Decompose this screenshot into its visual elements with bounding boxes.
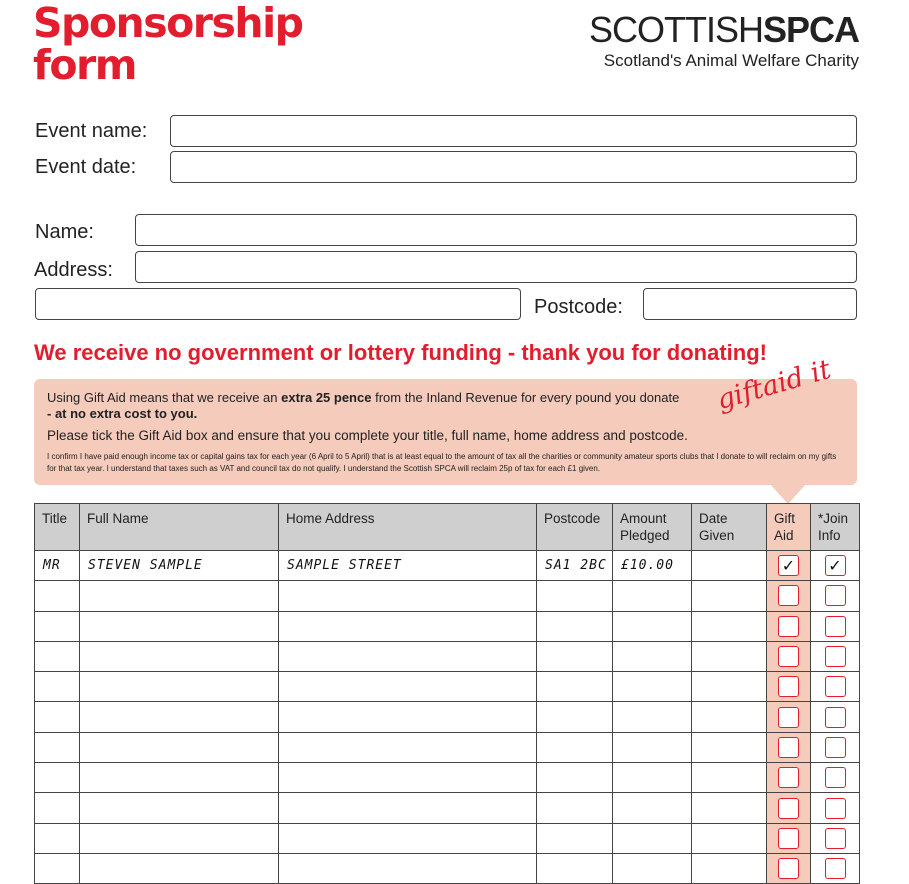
gift-aid-intro-text: Using Gift Aid means that we receive an xyxy=(47,390,282,405)
cell-postcode[interactable] xyxy=(537,793,613,823)
cell-join-info xyxy=(811,611,860,641)
cell-amount[interactable] xyxy=(613,823,692,853)
cell-postcode[interactable] xyxy=(537,763,613,793)
cell-home-address[interactable] xyxy=(279,823,537,853)
title-line-1: Sponsorship xyxy=(33,0,303,47)
cell-full-name[interactable] xyxy=(80,611,279,641)
title-line-2: form xyxy=(33,41,136,89)
cell-gift-aid xyxy=(767,641,811,671)
address-label: Address: xyxy=(34,259,113,281)
cell-title[interactable] xyxy=(35,641,80,671)
cell-home-address[interactable]: SAMPLE STREET xyxy=(279,551,537,581)
event-name-label: Event name: xyxy=(35,120,148,142)
gift-aid-no-cost: - at no extra cost to you. xyxy=(47,406,198,421)
address-field[interactable] xyxy=(135,251,857,283)
cell-postcode[interactable] xyxy=(537,611,613,641)
cell-title[interactable] xyxy=(35,823,80,853)
cell-date[interactable] xyxy=(692,823,767,853)
cell-title[interactable] xyxy=(35,581,80,611)
cell-join-info xyxy=(811,641,860,671)
join-info-checkbox[interactable]: ✓ xyxy=(825,555,846,576)
gift-aid-declaration: I confirm I have paid enough income tax or capital gains tax for each year (6 April to 5 April) that is at least equal to the amount of tax all the charities or community amateur sports clubs that I donate to will reclaim on my gifts for that tax year. I understand that taxes such as VAT and council tax do not qualify. I understand the Scottish SPCA will reclaim 25p of tax for each £1 given. xyxy=(47,452,837,473)
cell-date[interactable] xyxy=(692,732,767,762)
form-title xyxy=(33,0,303,89)
cell-join-info xyxy=(811,763,860,793)
cell-amount[interactable] xyxy=(613,611,692,641)
cell-title[interactable]: MR xyxy=(35,551,80,581)
gift-aid-intro-text-2: from the Inland Revenue for every pound you donate xyxy=(371,390,680,405)
cell-gift-aid xyxy=(767,581,811,611)
cell-home-address[interactable] xyxy=(279,581,537,611)
cell-join-info xyxy=(811,853,860,883)
name-field[interactable] xyxy=(135,214,857,246)
cell-join-info xyxy=(811,793,860,823)
cell-date[interactable] xyxy=(692,551,767,581)
gift-aid-checkbox[interactable] xyxy=(778,707,799,728)
cell-join-info xyxy=(811,702,860,732)
cell-title[interactable] xyxy=(35,672,80,702)
table-row xyxy=(35,823,860,853)
cell-amount[interactable] xyxy=(613,732,692,762)
cell-date[interactable] xyxy=(692,672,767,702)
sponsorship-table xyxy=(34,503,860,884)
header-title: Title xyxy=(35,504,80,551)
cell-title[interactable] xyxy=(35,702,80,732)
cell-postcode[interactable] xyxy=(537,732,613,762)
funding-message: We receive no government or lottery funding - thank you for donating! xyxy=(34,340,767,365)
join-info-checkbox[interactable] xyxy=(825,767,846,788)
cell-full-name[interactable] xyxy=(80,641,279,671)
cell-date[interactable] xyxy=(692,611,767,641)
table-row xyxy=(35,581,860,611)
header-gift-aid: Gift Aid xyxy=(767,504,811,551)
cell-gift-aid xyxy=(767,672,811,702)
gift-aid-checkbox[interactable] xyxy=(778,737,799,758)
cell-full-name[interactable] xyxy=(80,672,279,702)
cell-full-name[interactable] xyxy=(80,823,279,853)
cell-home-address[interactable] xyxy=(279,641,537,671)
cell-join-info xyxy=(811,823,860,853)
cell-full-name[interactable] xyxy=(80,763,279,793)
cell-postcode[interactable] xyxy=(537,853,613,883)
join-info-checkbox[interactable] xyxy=(825,646,846,667)
event-date-field[interactable] xyxy=(170,151,857,183)
cell-gift-aid xyxy=(767,611,811,641)
cell-full-name[interactable]: STEVEN SAMPLE xyxy=(80,551,279,581)
header-join-info: *Join Info xyxy=(811,504,860,551)
logo-spca: SPCA xyxy=(762,9,859,50)
name-label: Name: xyxy=(35,221,94,243)
gift-aid-checkbox[interactable] xyxy=(778,676,799,697)
cell-title[interactable] xyxy=(35,853,80,883)
table-row xyxy=(35,611,860,641)
giftaid-logo: giftaid it xyxy=(713,353,835,416)
cell-join-info xyxy=(811,732,860,762)
postcode-label: Postcode: xyxy=(534,296,623,318)
cell-home-address[interactable] xyxy=(279,853,537,883)
event-date-label: Event date: xyxy=(35,156,137,178)
logo-tagline: Scotland's Animal Welfare Charity xyxy=(603,51,859,70)
logo-scottish: SCOTTISH xyxy=(588,9,763,50)
cell-gift-aid xyxy=(767,763,811,793)
cell-amount[interactable] xyxy=(613,672,692,702)
gift-aid-checkbox[interactable] xyxy=(778,767,799,788)
cell-date[interactable] xyxy=(692,641,767,671)
table-row xyxy=(35,763,860,793)
cell-join-info xyxy=(811,581,860,611)
table-header-row xyxy=(35,504,860,551)
cell-amount[interactable] xyxy=(613,702,692,732)
join-info-checkbox[interactable] xyxy=(825,828,846,849)
cell-date[interactable] xyxy=(692,702,767,732)
cell-amount[interactable] xyxy=(613,793,692,823)
gift-aid-checkbox[interactable] xyxy=(778,798,799,819)
address-line-2-field[interactable] xyxy=(35,288,521,320)
join-info-checkbox[interactable] xyxy=(825,616,846,637)
cell-postcode[interactable] xyxy=(537,823,613,853)
join-info-checkbox[interactable] xyxy=(825,676,846,697)
cell-gift-aid xyxy=(767,793,811,823)
gift-aid-instruction: Please tick the Gift Aid box and ensure that you complete your title, full name, home address and postcode. xyxy=(47,428,688,443)
cell-home-address[interactable] xyxy=(279,793,537,823)
table-row-sample xyxy=(35,551,860,581)
cell-amount[interactable] xyxy=(613,641,692,671)
cell-full-name[interactable] xyxy=(80,581,279,611)
table-row xyxy=(35,641,860,671)
cell-full-name[interactable] xyxy=(80,793,279,823)
cell-amount[interactable] xyxy=(613,581,692,611)
join-info-checkbox[interactable] xyxy=(825,707,846,728)
cell-gift-aid xyxy=(767,702,811,732)
gift-aid-checkbox[interactable]: ✓ xyxy=(778,555,799,576)
cell-postcode[interactable] xyxy=(537,702,613,732)
cell-date[interactable] xyxy=(692,853,767,883)
cell-date[interactable] xyxy=(692,793,767,823)
gift-aid-checkbox[interactable] xyxy=(778,828,799,849)
gift-aid-intro-bold: extra 25 pence xyxy=(281,390,372,405)
cell-date[interactable] xyxy=(692,581,767,611)
cell-title[interactable] xyxy=(35,793,80,823)
cell-postcode[interactable] xyxy=(537,672,613,702)
gift-aid-checkbox[interactable] xyxy=(778,646,799,667)
cell-home-address[interactable] xyxy=(279,611,537,641)
cell-postcode[interactable]: SA1 2BC xyxy=(537,551,613,581)
cell-home-address[interactable] xyxy=(279,702,537,732)
cell-postcode[interactable] xyxy=(537,641,613,671)
join-info-checkbox[interactable] xyxy=(825,585,846,606)
join-info-checkbox[interactable] xyxy=(825,798,846,819)
join-info-checkbox[interactable] xyxy=(825,858,846,879)
cell-join-info xyxy=(811,672,860,702)
cell-gift-aid xyxy=(767,853,811,883)
table-row xyxy=(35,732,860,762)
cell-title[interactable] xyxy=(35,732,80,762)
cell-full-name[interactable] xyxy=(80,853,279,883)
cell-title[interactable] xyxy=(35,763,80,793)
table-row xyxy=(35,793,860,823)
table-row xyxy=(35,702,860,732)
cell-amount[interactable] xyxy=(613,763,692,793)
cell-amount[interactable]: £10.00 xyxy=(613,551,692,581)
gift-aid-checkbox[interactable] xyxy=(778,858,799,879)
cell-title[interactable] xyxy=(35,611,80,641)
gift-aid-checkbox[interactable] xyxy=(778,616,799,637)
cell-home-address[interactable] xyxy=(279,763,537,793)
postcode-field[interactable] xyxy=(643,288,857,320)
cell-home-address[interactable] xyxy=(279,732,537,762)
cell-full-name[interactable] xyxy=(80,702,279,732)
header-postcode: Postcode xyxy=(537,504,613,551)
gift-aid-intro xyxy=(47,390,727,422)
cell-gift-aid xyxy=(767,732,811,762)
header-full-name: Full Name xyxy=(80,504,279,551)
cell-join-info xyxy=(811,551,860,581)
cell-full-name[interactable] xyxy=(80,732,279,762)
cell-amount[interactable] xyxy=(613,853,692,883)
spca-logo xyxy=(589,10,859,50)
cell-date[interactable] xyxy=(692,763,767,793)
table-row xyxy=(35,853,860,883)
gift-aid-checkbox[interactable] xyxy=(778,585,799,606)
join-info-checkbox[interactable] xyxy=(825,737,846,758)
cell-postcode[interactable] xyxy=(537,581,613,611)
gift-aid-pointer xyxy=(770,484,806,504)
header-amount-pledged: Amount Pledged xyxy=(613,504,692,551)
cell-home-address[interactable] xyxy=(279,672,537,702)
table-row xyxy=(35,672,860,702)
header-home-address: Home Address xyxy=(279,504,537,551)
header-date-given: Date Given xyxy=(692,504,767,551)
cell-gift-aid xyxy=(767,551,811,581)
cell-gift-aid xyxy=(767,823,811,853)
event-name-field[interactable] xyxy=(170,115,857,147)
